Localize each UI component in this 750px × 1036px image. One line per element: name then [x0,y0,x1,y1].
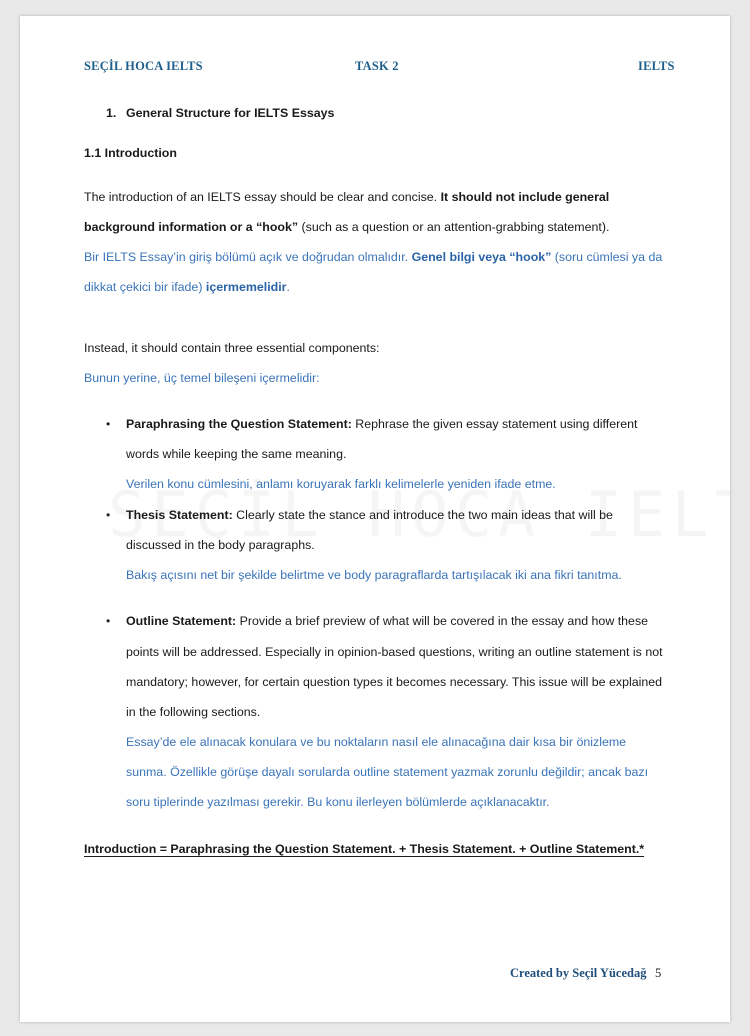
subsection-heading: 1.1 Introduction [84,146,177,160]
bullet-1-text: Rephrase the given essay statement using different [351,417,638,431]
introduction-formula: Introduction = Paraphrasing the Question Statement. + Thesis Statement. + Outline Statement.* [84,842,645,856]
bullet-2-marker: • [106,508,111,522]
footer-credit: Created by Seçil Yücedağ [510,966,647,980]
bullet-1-line-2: words while keeping the same meaning. [126,447,347,461]
translation-text-2: (soru cümlesi ya da [551,250,663,264]
heading-number: 1. [106,106,117,120]
bullet-1-marker: • [106,417,111,431]
bullet-3-line-1 [126,613,648,629]
translation-period: . [286,280,290,294]
bullet-1-line-1 [126,416,637,432]
section-heading: General Structure for IELTS Essays [126,106,335,120]
intro-bold-text: It should not include general [440,190,610,204]
bullet-2-line-1 [126,507,613,523]
page-number: 5 [655,966,662,980]
bullet-3-text: Provide a brief preview of what will be covered in the essay and how these [236,614,649,628]
intro-paragraph-line-1 [84,189,609,205]
header-right: IELTS [638,59,675,73]
components-intro-translation: Bunun yerine, üç temel bileşeni içermelidir: [84,371,320,385]
intro-bold-text-2: background information or a “hook” [84,220,299,234]
bullet-2-line-2: discussed in the body paragraphs. [126,538,315,552]
bullet-3-marker: • [106,614,111,628]
bullet-2-title: Thesis Statement: [126,508,233,522]
header-center: TASK 2 [355,59,399,73]
bullet-3-line-2: points will be addressed. Especially in opinion-based questions, writing an outline statement is not [126,645,663,659]
intro-text-2: (such as a question or an attention-grabbing statement). [298,220,610,234]
bullet-3-translation-3: soru tiplerinde yazılması gerekir. Bu konu ilerleyen bölümlerde açıklanacaktır. [126,795,550,809]
bullet-2-text: Clearly state the stance and introduce the two main ideas that will be [232,508,613,522]
translation-bold: Genel bilgi veya “hook” [411,250,552,264]
translation-bold-2: içermemelidir [205,280,287,294]
intro-translation-line-1 [84,249,662,265]
bullet-3-line-3: mandatory; however, for certain question types it becomes necessary. This issue will be explained [126,675,663,689]
intro-paragraph-line-2 [84,219,609,235]
bullet-3-translation-2: sunma. Özellikle görüşe dayalı sorularda outline statement yazmak zorunlu değildir; ancak bazı [126,765,649,779]
intro-text: The introduction of an IELTS essay should be clear and concise. [84,190,441,204]
components-intro: Instead, it should contain three essential components: [84,341,380,355]
translation-text: Bir IELTS Essay’in giriş bölümü açık ve doğrudan olmalıdır. [84,250,412,264]
intro-translation-line-2 [84,279,290,295]
bullet-1-title: Paraphrasing the Question Statement: [126,417,352,431]
bullet-3-translation-1: Essay’de ele alınacak konulara ve bu noktaların nasıl ele alınacağına dair kısa bir önizleme [126,735,627,749]
document-page [20,16,730,1022]
bullet-2-translation: Bakış açısını net bir şekilde belirtme ve body paragraflarda tartışılacak iki ana fikri tanıtma. [126,568,622,582]
bullet-1-translation: Verilen konu cümlesini, anlamı koruyarak farklı kelimelerle yeniden ifade etme. [126,477,556,491]
bullet-3-line-4: in the following sections. [126,705,261,719]
header-left: SEÇİL HOCA IELTS [84,59,203,73]
bullet-3-title: Outline Statement: [126,614,237,628]
translation-text-3: dikkat çekici bir ifade) [84,280,206,294]
